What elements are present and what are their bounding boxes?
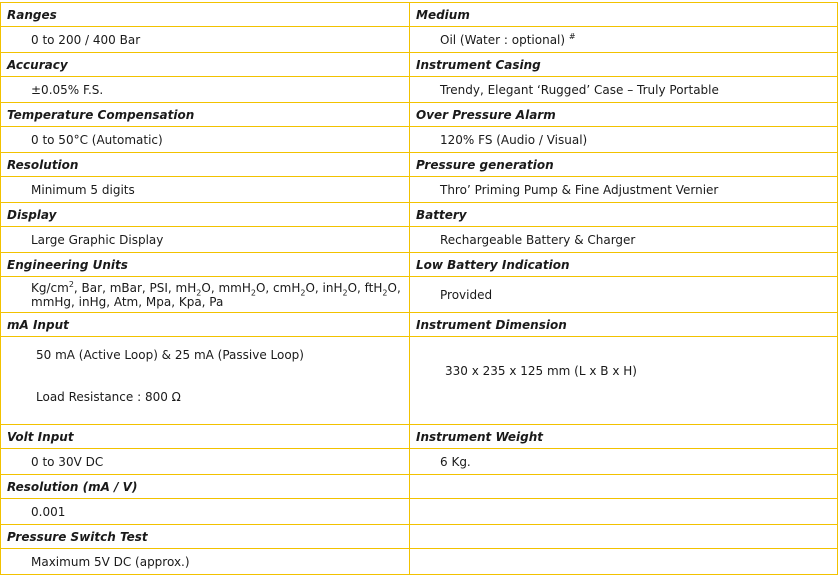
label-ma-input: mA Input <box>1 313 410 337</box>
table-row <box>1 499 838 525</box>
value-volt-input: 0 to 30V DC <box>1 449 410 475</box>
value-engineering-units <box>1 277 410 313</box>
label-volt-input: Volt Input <box>1 425 410 449</box>
label-pressure-switch-test: Pressure Switch Test <box>1 525 410 549</box>
value-resolution-ma-v: 0.001 <box>1 499 410 525</box>
label-instrument-weight: Instrument Weight <box>410 425 838 449</box>
table-row <box>1 203 838 227</box>
label-temperature-compensation: Temperature Compensation <box>1 103 410 127</box>
medium-footnote-mark: # <box>568 31 576 41</box>
value-medium <box>410 27 838 53</box>
table-row <box>1 277 838 313</box>
value-pressure-switch-test: Maximum 5V DC (approx.) <box>1 549 410 575</box>
empty-cell <box>410 475 838 499</box>
empty-cell <box>410 499 838 525</box>
label-battery: Battery <box>410 203 838 227</box>
empty-cell <box>410 549 838 575</box>
label-pressure-generation: Pressure generation <box>410 153 838 177</box>
table-row <box>1 475 838 499</box>
table-row <box>1 227 838 253</box>
value-instrument-weight: 6 Kg. <box>410 449 838 475</box>
table-row <box>1 253 838 277</box>
label-engineering-units: Engineering Units <box>1 253 410 277</box>
label-low-battery-indication: Low Battery Indication <box>410 253 838 277</box>
value-over-pressure-alarm: 120% FS (Audio / Visual) <box>410 127 838 153</box>
units-line-1: $Kg/cm^2$, Bar, mBar, PSI, $mH_2O$, mmH$_2$O, cmH$_2$O, inH$_2$O, ftH$_2$O, <box>31 279 401 297</box>
table-row <box>1 103 838 127</box>
empty-cell <box>410 525 838 549</box>
table-row <box>1 77 838 103</box>
value-battery: Rechargeable Battery & Charger <box>410 227 838 253</box>
table-row <box>1 153 838 177</box>
value-display: Large Graphic Display <box>1 227 410 253</box>
value-ranges: 0 to 200 / 400 Bar <box>1 27 410 53</box>
value-instrument-casing: Trendy, Elegant ‘Rugged’ Case – Truly Portable <box>410 77 838 103</box>
table-row <box>1 27 838 53</box>
value-accuracy: ±0.05% F.S. <box>1 77 410 103</box>
value-temperature-compensation: 0 to 50°C (Automatic) <box>1 127 410 153</box>
label-instrument-casing: Instrument Casing <box>410 53 838 77</box>
label-display: Display <box>1 203 410 227</box>
label-instrument-dimension: Instrument Dimension <box>410 313 838 337</box>
ma-input-load-resistance: Load Resistance : 800 Ω <box>36 389 181 404</box>
table-row <box>1 525 838 549</box>
label-resolution: Resolution <box>1 153 410 177</box>
table-row <box>1 127 838 153</box>
label-over-pressure-alarm: Over Pressure Alarm <box>410 103 838 127</box>
units-line-2: mmHg, inHg, Atm, Mpa, Kpa, Pa <box>31 294 224 309</box>
value-medium-text: Oil (Water : optional) <box>440 32 566 47</box>
label-resolution-ma-v: Resolution (mA / V) <box>1 475 410 499</box>
spec-table <box>0 2 838 575</box>
label-ranges: Ranges <box>1 3 410 27</box>
table-row <box>1 449 838 475</box>
value-low-battery-indication: Provided <box>410 277 838 313</box>
table-row <box>1 425 838 449</box>
value-ma-input <box>1 337 410 425</box>
value-pressure-generation: Thro’ Priming Pump & Fine Adjustment Vernier <box>410 177 838 203</box>
table-row <box>1 3 838 27</box>
value-resolution: Minimum 5 digits <box>1 177 410 203</box>
table-row <box>1 177 838 203</box>
ma-input-loops: 50 mA (Active Loop) & 25 mA (Passive Loop) <box>36 347 304 362</box>
table-row <box>1 53 838 77</box>
label-accuracy: Accuracy <box>1 53 410 77</box>
label-medium: Medium <box>410 3 838 27</box>
table-row <box>1 549 838 575</box>
table-row <box>1 337 838 425</box>
value-instrument-dimension: 330 x 235 x 125 mm (L x B x H) <box>410 327 838 415</box>
